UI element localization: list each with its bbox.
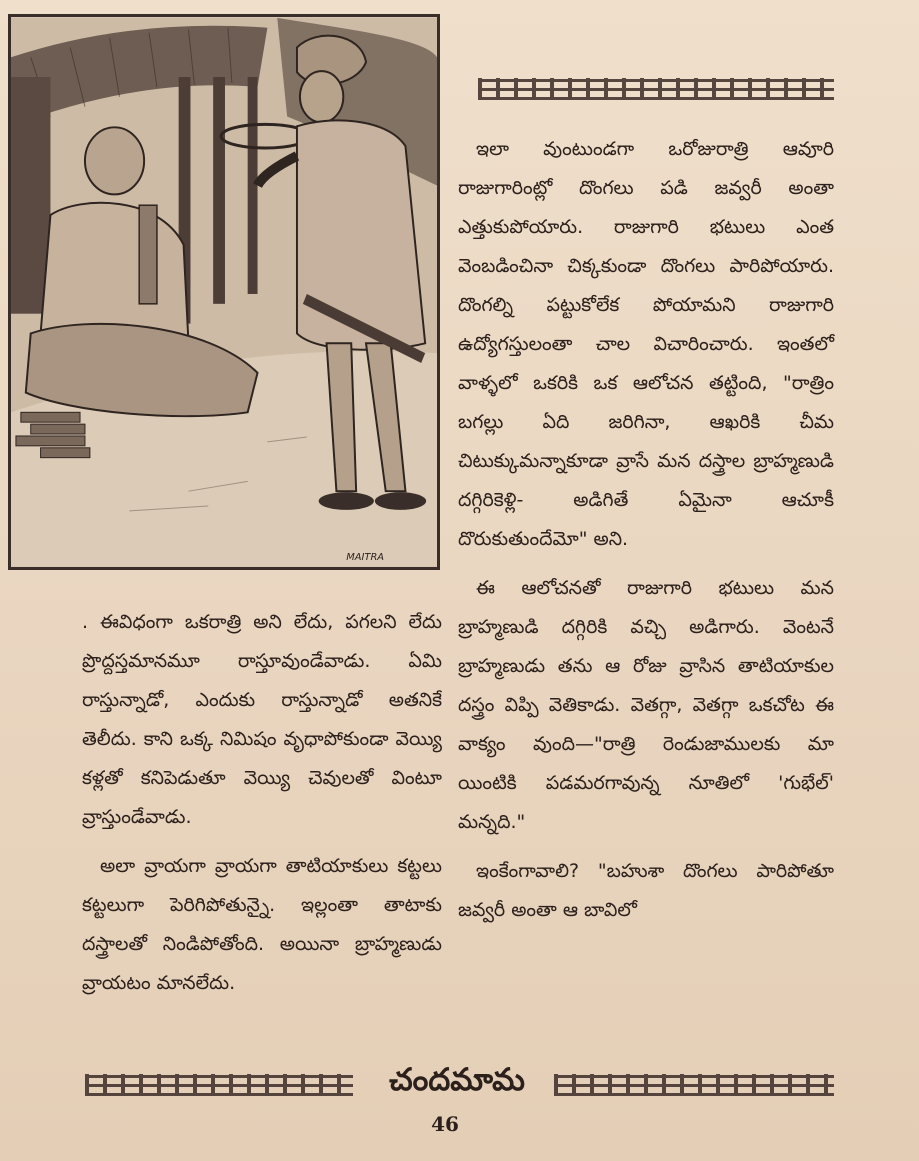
paragraph: . ఈవిధంగా ఒకరాత్రి అని లేదు, పగలని లేదు ప్రొద్దస్తమానమూ రాస్తూవుండేవాడు. ఏమి రాస్తున్నాడో, ఎందుకు రాస్తున్నాడో అతనికే తెలీదు. కాని ఒక్క నిమిషం వృధాపోకుండా వెయ్యి కళ్లతో కనిపెడుతూ వెయ్యి చెవులతో వింటూ వ్రాస్తుండేవాడు. (82, 611, 442, 828)
illustrator-signature: MAITRA (346, 552, 385, 564)
paragraph: ఇంకేంగావాలి? "బహుశా దొంగలు పారిపోతూ జవ్వరీ అంతా ఆ బావిలో (458, 860, 834, 921)
paragraph: ఈ ఆలోచనతో రాజుగారి భటులు మన బ్రాహ్మణుడి దగ్గిరికి వచ్చి అడిగారు. వెంటనే బ్రాహ్మణుడు తను ఆ రోజు వ్రాసిన తాటియాకుల దస్త్రం విప్పి వెతికాడు. వెతగ్గా, వెతగ్గా ఒకచోట ఈ వాక్యం వుంది—"రాత్రి రెండుజాములకు మా యింటికి పడమరగావున్న నూతిలో 'గుభేల్' మన్నది." (458, 577, 834, 833)
paragraph: అలా వ్రాయగా వ్రాయగా తాటియాకులు కట్టలు కట్టలుగా పెరిగిపోతున్నై. ఇల్లంతా తాటాకు దస్త్రాలతో నిండిపోతోంది. అయినా బ్రాహ్మణుడు వ్రాయటం మానలేదు. (82, 855, 442, 994)
decorative-border-top (478, 78, 834, 100)
paragraph: ఇలా వుంటుండగా ఒరోజురాత్రి ఆవూరి రాజుగారింట్లో దొంగలు పడి జవ్వరీ అంతా ఎత్తుకుపోయారు. రాజుగారి భటులు ఎంత వెంబడించినా చిక్కకుండా దొంగలు పారిపోయారు. దొంగల్ని పట్టుకోలేక పోయామని రాజుగారి ఉద్యోగస్తులంతా చాల విచారించారు. ఇంతలో వాళ్ళలో ఒకరికి ఒక ఆలోచన తట్టింది, "రాత్రిం బగల్లు ఏది జరిగినా, ఆఖరికి చీమ చిటుక్కుమన్నాకూడా వ్రాసే మన దస్త్రాల బ్రాహ్మణుడి దగ్గిరికెళ్లి- అడిగితే ఏమైనా ఆచూకీ దొరుకుతుందేమో" అని. (458, 138, 834, 550)
page-number: 46 (431, 1112, 459, 1136)
left-text-column (82, 603, 442, 1003)
magazine-name: చందమామ (389, 1062, 525, 1098)
right-text-column (458, 130, 834, 930)
decorative-border-bottom-left (85, 1074, 353, 1096)
story-illustration (8, 14, 440, 570)
illustration-drawing (11, 17, 437, 567)
decorative-border-bottom-right (554, 1074, 834, 1096)
